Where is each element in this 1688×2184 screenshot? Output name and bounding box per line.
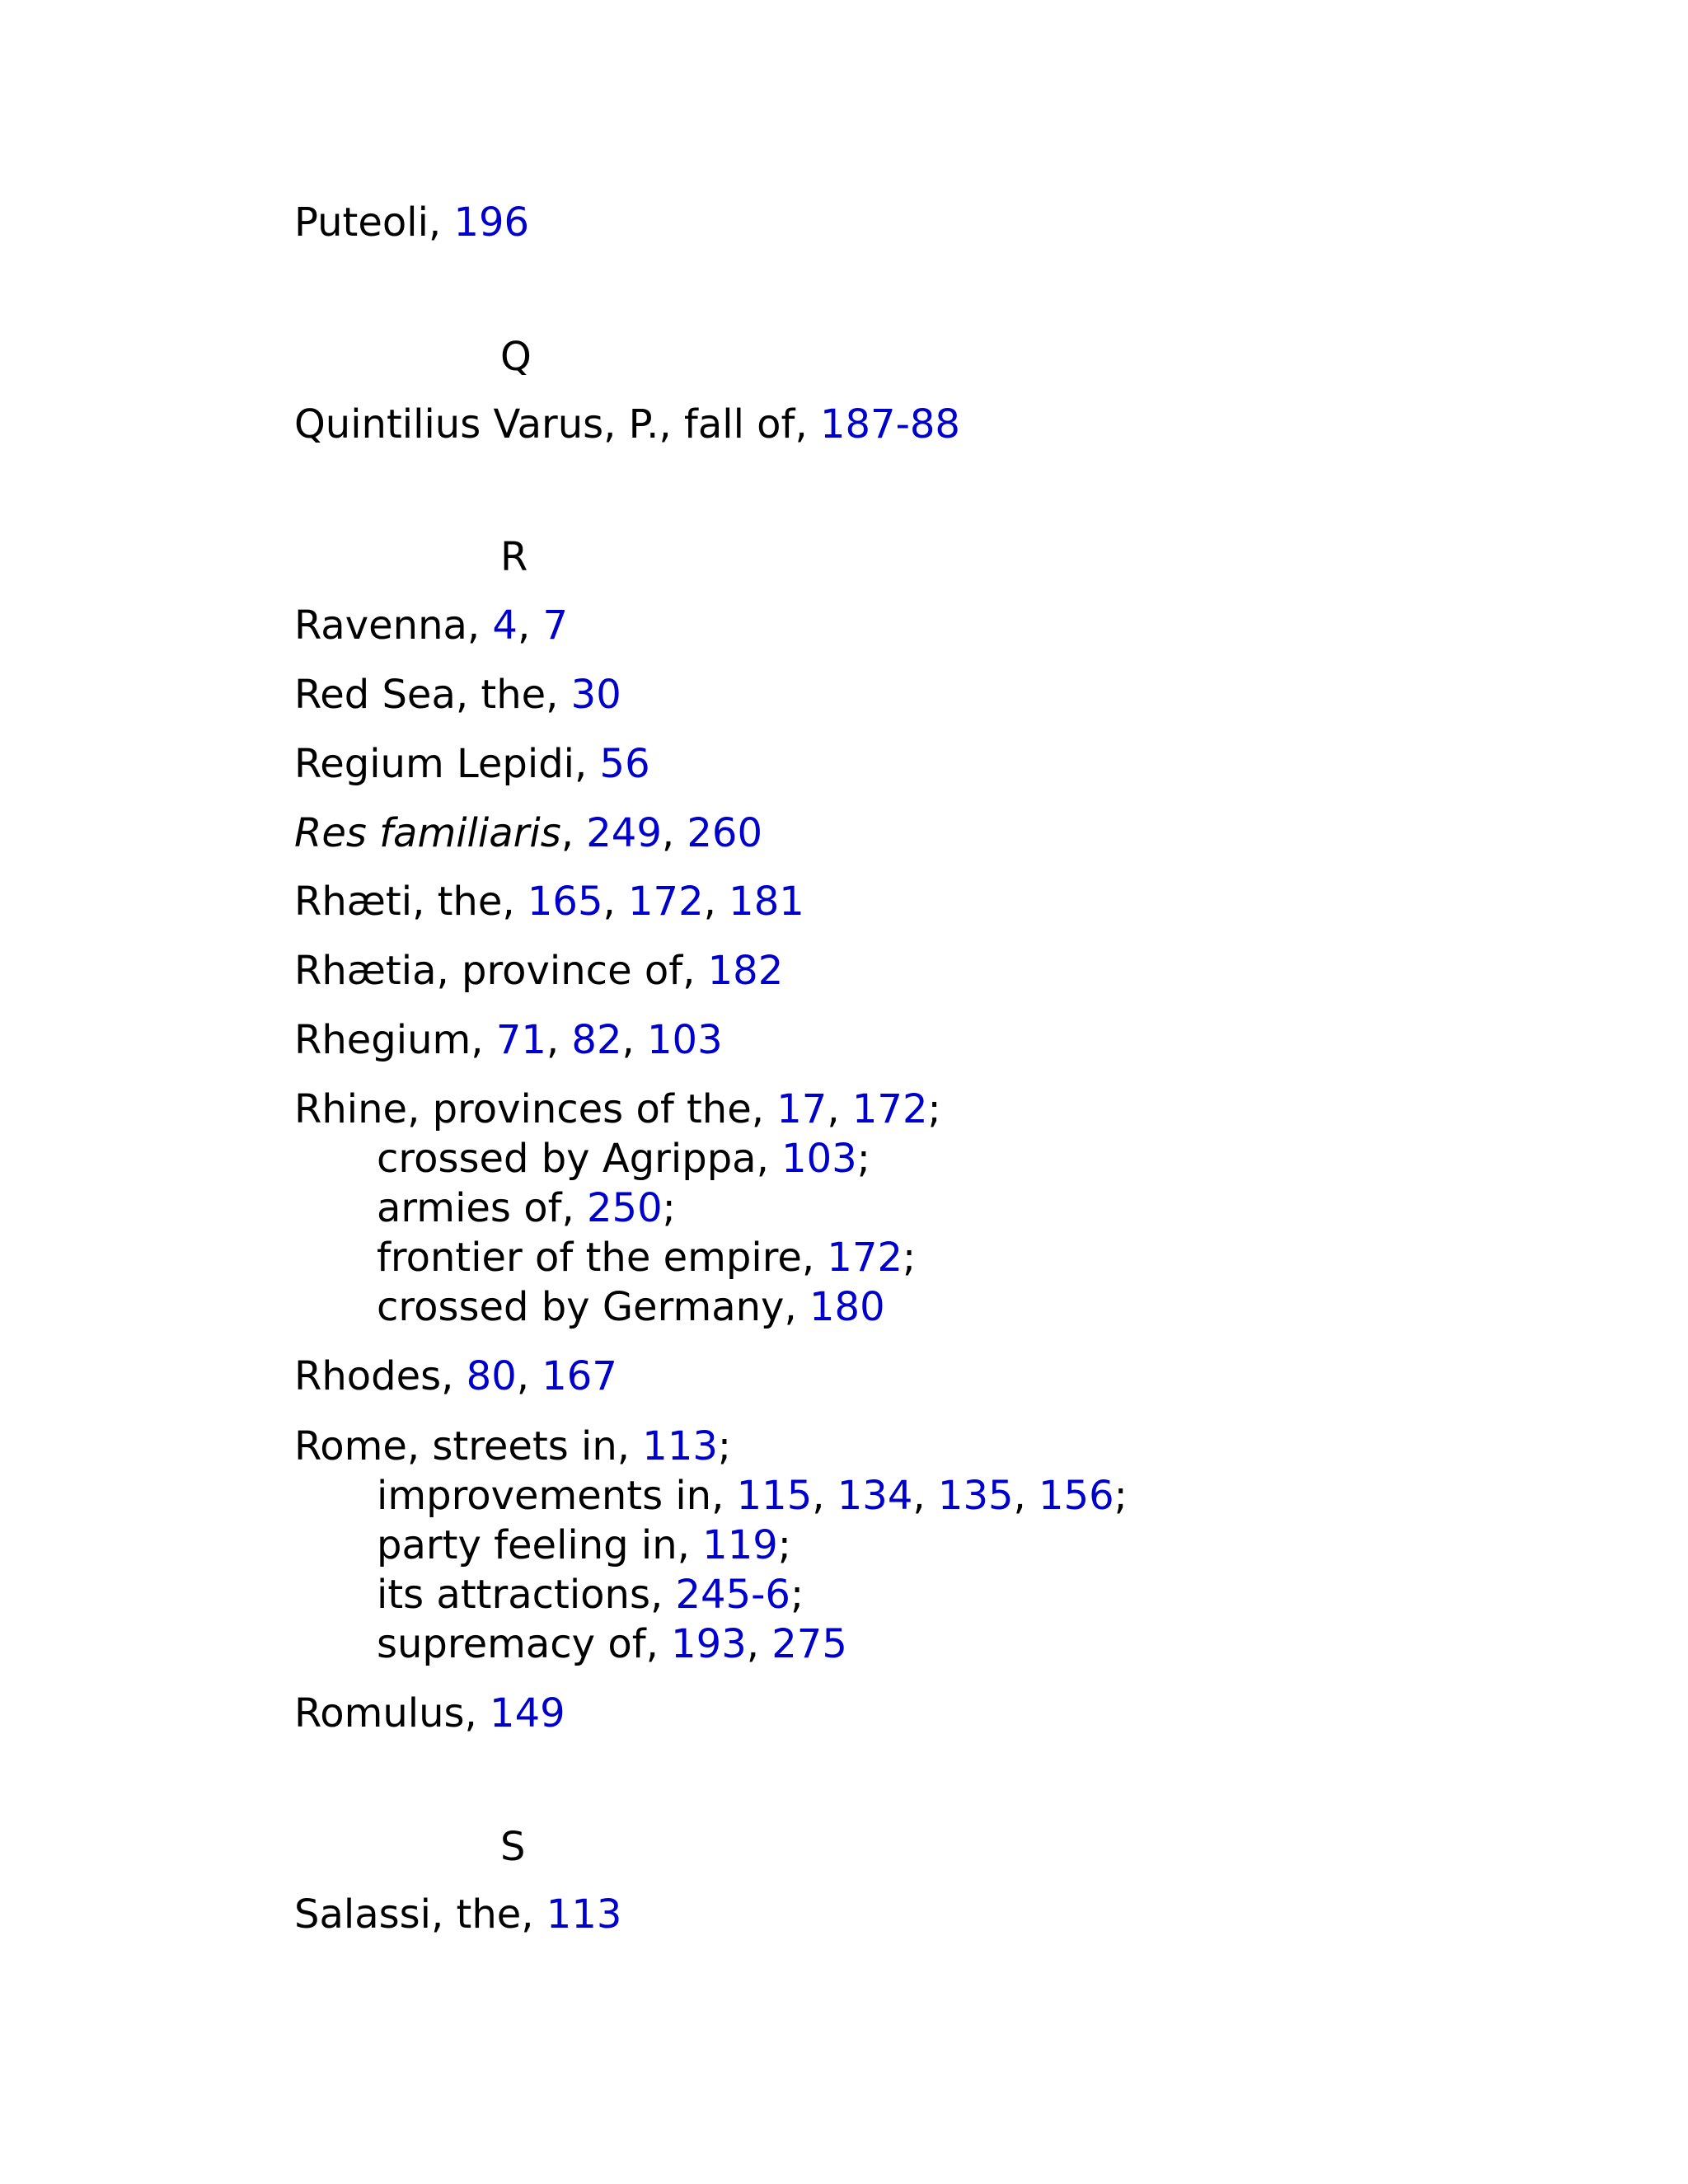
index-term: Rhegium bbox=[294, 1017, 471, 1063]
index-entry: Rhegium, 71, 82, 103 bbox=[294, 1017, 723, 1063]
page-link[interactable]: 187-88 bbox=[819, 401, 960, 448]
index-entry: Rhæti, the, 165, 172, 181 bbox=[294, 879, 804, 925]
page-link[interactable]: 119 bbox=[702, 1522, 778, 1568]
index-term: Red Sea, the bbox=[294, 672, 546, 718]
page-link[interactable]: 103 bbox=[647, 1017, 723, 1063]
index-subentry: armies of, 250; bbox=[377, 1185, 676, 1231]
page-link[interactable]: 80 bbox=[466, 1353, 517, 1399]
page-link[interactable]: 4 bbox=[492, 602, 518, 649]
index-term: Res familiaris bbox=[294, 810, 561, 856]
page-link[interactable]: 250 bbox=[586, 1185, 663, 1231]
index-entry: Salassi, the, 113 bbox=[294, 1891, 622, 1938]
index-subentry: its attractions, 245-6; bbox=[377, 1572, 804, 1618]
page-link[interactable]: 115 bbox=[736, 1473, 813, 1519]
index-term: frontier of the empire bbox=[377, 1235, 802, 1281]
page-link[interactable]: 172 bbox=[827, 1235, 903, 1281]
index-entry: Rhætia, province of, 182 bbox=[294, 948, 784, 994]
page-link[interactable]: 249 bbox=[586, 810, 662, 856]
section-letter: R bbox=[500, 534, 528, 580]
page-link[interactable]: 134 bbox=[837, 1473, 913, 1519]
index-term: Quintilius Varus, P., fall of bbox=[294, 401, 795, 448]
page-link[interactable]: 30 bbox=[570, 672, 621, 718]
index-subentry: frontier of the empire, 172; bbox=[377, 1235, 917, 1281]
index-term: Ravenna bbox=[294, 602, 467, 649]
page-link[interactable]: 275 bbox=[771, 1621, 847, 1667]
page-link[interactable]: 245-6 bbox=[675, 1572, 790, 1618]
index-entry: Puteoli, 196 bbox=[294, 199, 530, 246]
page-link[interactable]: 193 bbox=[671, 1621, 747, 1667]
index-term: Salassi, the bbox=[294, 1891, 522, 1938]
page-link[interactable]: 113 bbox=[642, 1423, 718, 1469]
page-link[interactable]: 180 bbox=[809, 1284, 885, 1330]
index-entry: Regium Lepidi, 56 bbox=[294, 741, 650, 787]
section-letter: S bbox=[500, 1824, 526, 1870]
index-term: Romulus bbox=[294, 1690, 465, 1736]
index-term: Regium Lepidi bbox=[294, 741, 575, 787]
index-subentry: crossed by Agrippa, 103; bbox=[377, 1136, 870, 1182]
page-link[interactable]: 182 bbox=[707, 948, 784, 994]
index-term: crossed by Germany bbox=[377, 1284, 785, 1330]
index-subentry: supremacy of, 193, 275 bbox=[377, 1621, 847, 1667]
index-entry: Ravenna, 4, 7 bbox=[294, 602, 569, 649]
page-link[interactable]: 113 bbox=[546, 1891, 622, 1938]
page-link[interactable]: 172 bbox=[851, 1086, 928, 1132]
section-letter: Q bbox=[500, 334, 532, 380]
index-entry: Quintilius Varus, P., fall of, 187-88 bbox=[294, 401, 960, 448]
index-term: armies of bbox=[377, 1185, 562, 1231]
page-link[interactable]: 172 bbox=[628, 879, 704, 925]
page-link[interactable]: 167 bbox=[542, 1353, 617, 1399]
page-link[interactable]: 181 bbox=[729, 879, 804, 925]
index-term: Rhæti, the bbox=[294, 879, 503, 925]
index-entry: Rome, streets in, 113; bbox=[294, 1423, 732, 1469]
index-entry: Rhine, provinces of the, 17, 172; bbox=[294, 1086, 941, 1132]
index-term: Rhodes bbox=[294, 1353, 442, 1399]
page-link[interactable]: 196 bbox=[453, 199, 530, 246]
index-term: Rome, streets in bbox=[294, 1423, 617, 1469]
index-term: supremacy of bbox=[377, 1621, 646, 1667]
page-link[interactable]: 156 bbox=[1039, 1473, 1114, 1519]
page-link[interactable]: 260 bbox=[687, 810, 762, 856]
index-term: Rhine, provinces of the bbox=[294, 1086, 752, 1132]
index-term: improvements in bbox=[377, 1473, 712, 1519]
index-term: crossed by Agrippa bbox=[377, 1136, 757, 1182]
page-link[interactable]: 17 bbox=[776, 1086, 828, 1132]
index-term: Puteoli bbox=[294, 199, 429, 246]
index-entry: Res familiaris, 249, 260 bbox=[294, 810, 762, 856]
index-entry: Rhodes, 80, 167 bbox=[294, 1353, 617, 1399]
index-term: Rhætia, province of bbox=[294, 948, 683, 994]
page-link[interactable]: 82 bbox=[571, 1017, 622, 1063]
page-link[interactable]: 135 bbox=[937, 1473, 1014, 1519]
index-entry: Romulus, 149 bbox=[294, 1690, 565, 1736]
index-subentry: crossed by Germany, 180 bbox=[377, 1284, 885, 1330]
page-link[interactable]: 103 bbox=[781, 1136, 857, 1182]
page-link[interactable]: 7 bbox=[542, 602, 569, 649]
index-subentry: party feeling in, 119; bbox=[377, 1522, 791, 1568]
index-subentry: improvements in, 115, 134, 135, 156; bbox=[377, 1473, 1128, 1519]
index-term: its attractions bbox=[377, 1572, 650, 1618]
page-link[interactable]: 165 bbox=[527, 879, 603, 925]
page-link[interactable]: 56 bbox=[599, 741, 650, 787]
index-term: party feeling in bbox=[377, 1522, 678, 1568]
page-link[interactable]: 71 bbox=[495, 1017, 546, 1063]
index-entry: Red Sea, the, 30 bbox=[294, 672, 621, 718]
page-link[interactable]: 149 bbox=[490, 1690, 565, 1736]
